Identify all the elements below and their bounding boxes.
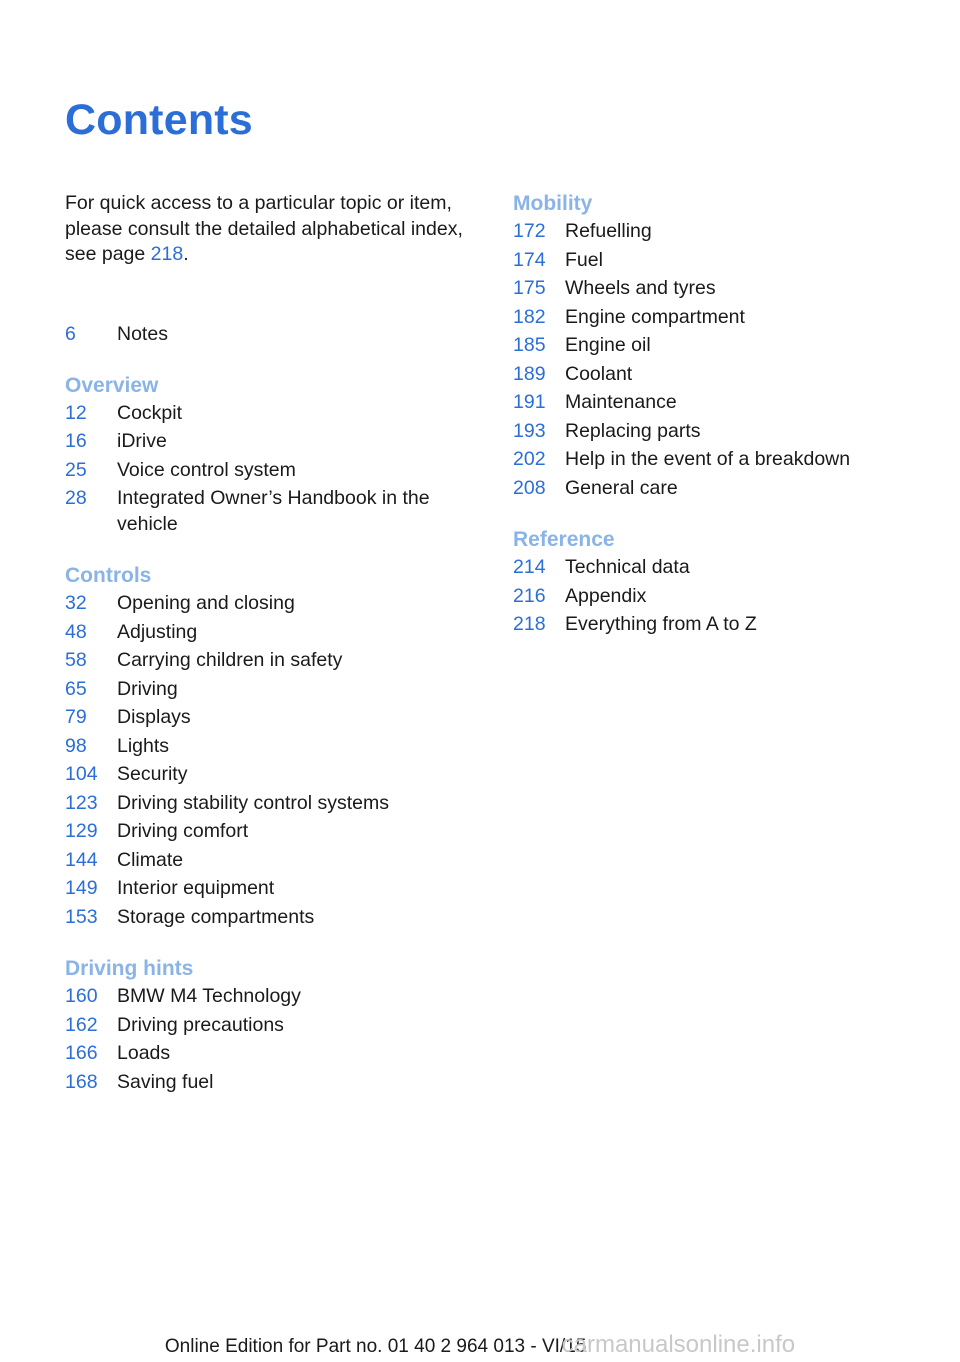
toc-page-number[interactable]: 216: [513, 584, 546, 607]
toc-page-number[interactable]: 202: [513, 448, 546, 470]
right-column: [513, 191, 933, 639]
toc-entry[interactable]: [65, 817, 485, 846]
toc-entry-label[interactable]: Voice control system: [117, 458, 296, 481]
toc-page-number[interactable]: 162: [65, 1013, 98, 1036]
toc-entry-label[interactable]: BMW M4 Technology: [117, 985, 301, 1007]
toc-entry-label[interactable]: Engine compartment: [565, 305, 745, 328]
footer: [0, 1331, 960, 1359]
intro-text-end: .: [183, 243, 189, 265]
toc-entry[interactable]: [513, 274, 933, 303]
toc-page-number[interactable]: 160: [65, 985, 98, 1007]
toc-entry-label[interactable]: Cockpit: [117, 401, 183, 424]
toc-entry[interactable]: [513, 445, 933, 474]
toc-entry[interactable]: [513, 610, 933, 639]
toc-page-number[interactable]: 172: [513, 220, 546, 242]
toc-entry-label[interactable]: Loads: [117, 1042, 171, 1064]
toc-page-number[interactable]: 214: [513, 556, 546, 578]
toc-entry[interactable]: [65, 789, 485, 818]
toc-page-number[interactable]: 16: [65, 430, 87, 452]
toc-entry-label[interactable]: Wheels and tyres: [565, 277, 716, 299]
watermark: carmanualsonline.info: [561, 1331, 796, 1358]
toc-entry[interactable]: [65, 982, 485, 1011]
toc-entry-label[interactable]: Saving fuel: [117, 1070, 214, 1093]
toc-page-number[interactable]: 6: [65, 323, 76, 345]
toc-page-number[interactable]: 218: [513, 613, 546, 635]
toc-section: [513, 527, 933, 639]
toc-page-number[interactable]: 185: [513, 334, 546, 356]
toc-page-number[interactable]: 48: [65, 620, 87, 643]
toc-page-number[interactable]: 182: [513, 305, 546, 328]
toc-entry[interactable]: [513, 331, 933, 360]
toc-entry[interactable]: [65, 760, 485, 789]
toc-entry-label[interactable]: Driving precautions: [117, 1013, 284, 1036]
toc-entry[interactable]: [65, 874, 485, 903]
section-title: Reference: [513, 528, 615, 551]
toc-page-number[interactable]: 168: [65, 1070, 98, 1093]
toc-entry-label[interactable]: Help in the event of a breakdown: [565, 448, 851, 470]
toc-page-number[interactable]: 32: [65, 592, 87, 614]
left-column: [65, 320, 485, 1096]
toc-page-number[interactable]: 28: [65, 487, 87, 509]
toc-entry-label[interactable]: Coolant: [565, 362, 633, 385]
toc-entry[interactable]: [65, 732, 485, 761]
toc-page-number[interactable]: 123: [65, 791, 98, 814]
toc-entry-label[interactable]: Driving comfort: [117, 820, 249, 842]
toc-entry-label[interactable]: Adjusting: [117, 620, 198, 643]
toc-entry-label[interactable]: Storage compartments: [117, 905, 315, 928]
index-page-link[interactable]: 218: [150, 243, 184, 265]
page-title: Contents: [65, 96, 253, 144]
toc-section: [513, 191, 933, 502]
toc-section: [65, 373, 485, 539]
toc-entry[interactable]: [513, 582, 933, 611]
toc-entry-label[interactable]: Carrying children in safety: [117, 649, 343, 671]
toc-entry-label[interactable]: Notes: [117, 323, 168, 345]
toc-entry[interactable]: [65, 484, 485, 538]
toc-page-number[interactable]: 174: [513, 248, 546, 271]
edition-note: Online Edition for Part no. 01 40 2 964 013 - VI/15: [164, 1336, 587, 1357]
right-sections: [513, 191, 933, 639]
toc-page-number[interactable]: 79: [65, 706, 87, 728]
toc-entry[interactable]: [65, 703, 485, 732]
toc-entry[interactable]: [513, 474, 933, 503]
toc-page-number[interactable]: 191: [513, 391, 546, 413]
toc-entry-label[interactable]: Driving stability control systems: [117, 791, 389, 814]
toc-entry-label[interactable]: Fuel: [565, 248, 603, 271]
toc-entry-label[interactable]: Climate: [117, 848, 184, 871]
toc-entry-label[interactable]: Replacing parts: [565, 419, 701, 442]
toc-entry[interactable]: [65, 427, 485, 456]
toc-entry-label[interactable]: Driving: [117, 677, 178, 700]
toc-entry[interactable]: [513, 417, 933, 446]
toc-section: [65, 956, 485, 1096]
intro-text: For quick access to a particular topic or item, please consult the detailed alphabetical index, see page: [65, 192, 463, 265]
toc-entry[interactable]: [65, 320, 485, 349]
toc-entry-label[interactable]: Maintenance: [565, 391, 677, 413]
left-sections: [65, 373, 485, 1097]
toc-entry-label[interactable]: Appendix: [565, 584, 647, 607]
toc-entry[interactable]: [65, 646, 485, 675]
toc-entry[interactable]: [513, 553, 933, 582]
toc-entry[interactable]: [65, 675, 485, 704]
toc-page-number[interactable]: 12: [65, 401, 87, 424]
toc-entry-label[interactable]: Refuelling: [565, 220, 652, 242]
toc-page-number[interactable]: 153: [65, 905, 98, 928]
toc-entry[interactable]: [65, 1068, 485, 1097]
toc-entry[interactable]: [513, 217, 933, 246]
toc-page-number[interactable]: 175: [513, 277, 546, 299]
section-title: Driving hints: [65, 957, 194, 980]
toc-entry[interactable]: [65, 846, 485, 875]
toc-entry[interactable]: [65, 618, 485, 647]
toc-entry[interactable]: [65, 903, 485, 932]
toc-entry-label[interactable]: General care: [565, 476, 678, 499]
toc-entry[interactable]: [65, 1039, 485, 1068]
toc-page-number[interactable]: 193: [513, 419, 546, 442]
toc-entry-label[interactable]: Displays: [117, 706, 191, 728]
toc-entry-label[interactable]: Security: [117, 763, 188, 785]
section-title: Overview: [65, 373, 159, 397]
toc-entry-label[interactable]: Technical data: [565, 556, 690, 578]
toc-entry[interactable]: [65, 399, 485, 428]
toc-page-number[interactable]: 129: [65, 820, 98, 842]
toc-entry[interactable]: [513, 360, 933, 389]
toc-entry[interactable]: [65, 1011, 485, 1040]
toc-page-number[interactable]: 65: [65, 677, 87, 700]
toc-entry[interactable]: [513, 246, 933, 275]
toc-page-number[interactable]: 189: [513, 362, 546, 385]
toc-page-number[interactable]: 104: [65, 763, 98, 785]
toc-page-number[interactable]: 208: [513, 476, 546, 499]
toc-page-number[interactable]: 58: [65, 649, 87, 671]
toc-entry-label[interactable]: Opening and closing: [117, 592, 295, 614]
intro-paragraph: [65, 191, 480, 268]
toc-section: [65, 563, 485, 931]
toc-page-number[interactable]: 149: [65, 877, 98, 899]
section-title: Controls: [65, 564, 152, 587]
toc-page-number[interactable]: 166: [65, 1042, 98, 1064]
toc-entry-label[interactable]: Engine oil: [565, 334, 651, 356]
toc-entry-label[interactable]: Integrated Owner’s Handbook in the vehicle: [117, 487, 430, 535]
section-title: Mobility: [513, 192, 593, 215]
toc-entry-label[interactable]: Interior equipment: [117, 877, 275, 899]
toc-entry[interactable]: [513, 388, 933, 417]
toc-entry-label[interactable]: iDrive: [117, 430, 167, 452]
toc-page-number[interactable]: 144: [65, 848, 98, 871]
toc-entry[interactable]: [65, 456, 485, 485]
toc-entry-label[interactable]: Everything from A to Z: [565, 613, 757, 635]
toc-entry[interactable]: [65, 589, 485, 618]
toc-page-number[interactable]: 98: [65, 734, 87, 757]
toc-page-number[interactable]: 25: [65, 458, 87, 481]
toc-entry[interactable]: [513, 303, 933, 332]
toc-entry-label[interactable]: Lights: [117, 734, 170, 757]
